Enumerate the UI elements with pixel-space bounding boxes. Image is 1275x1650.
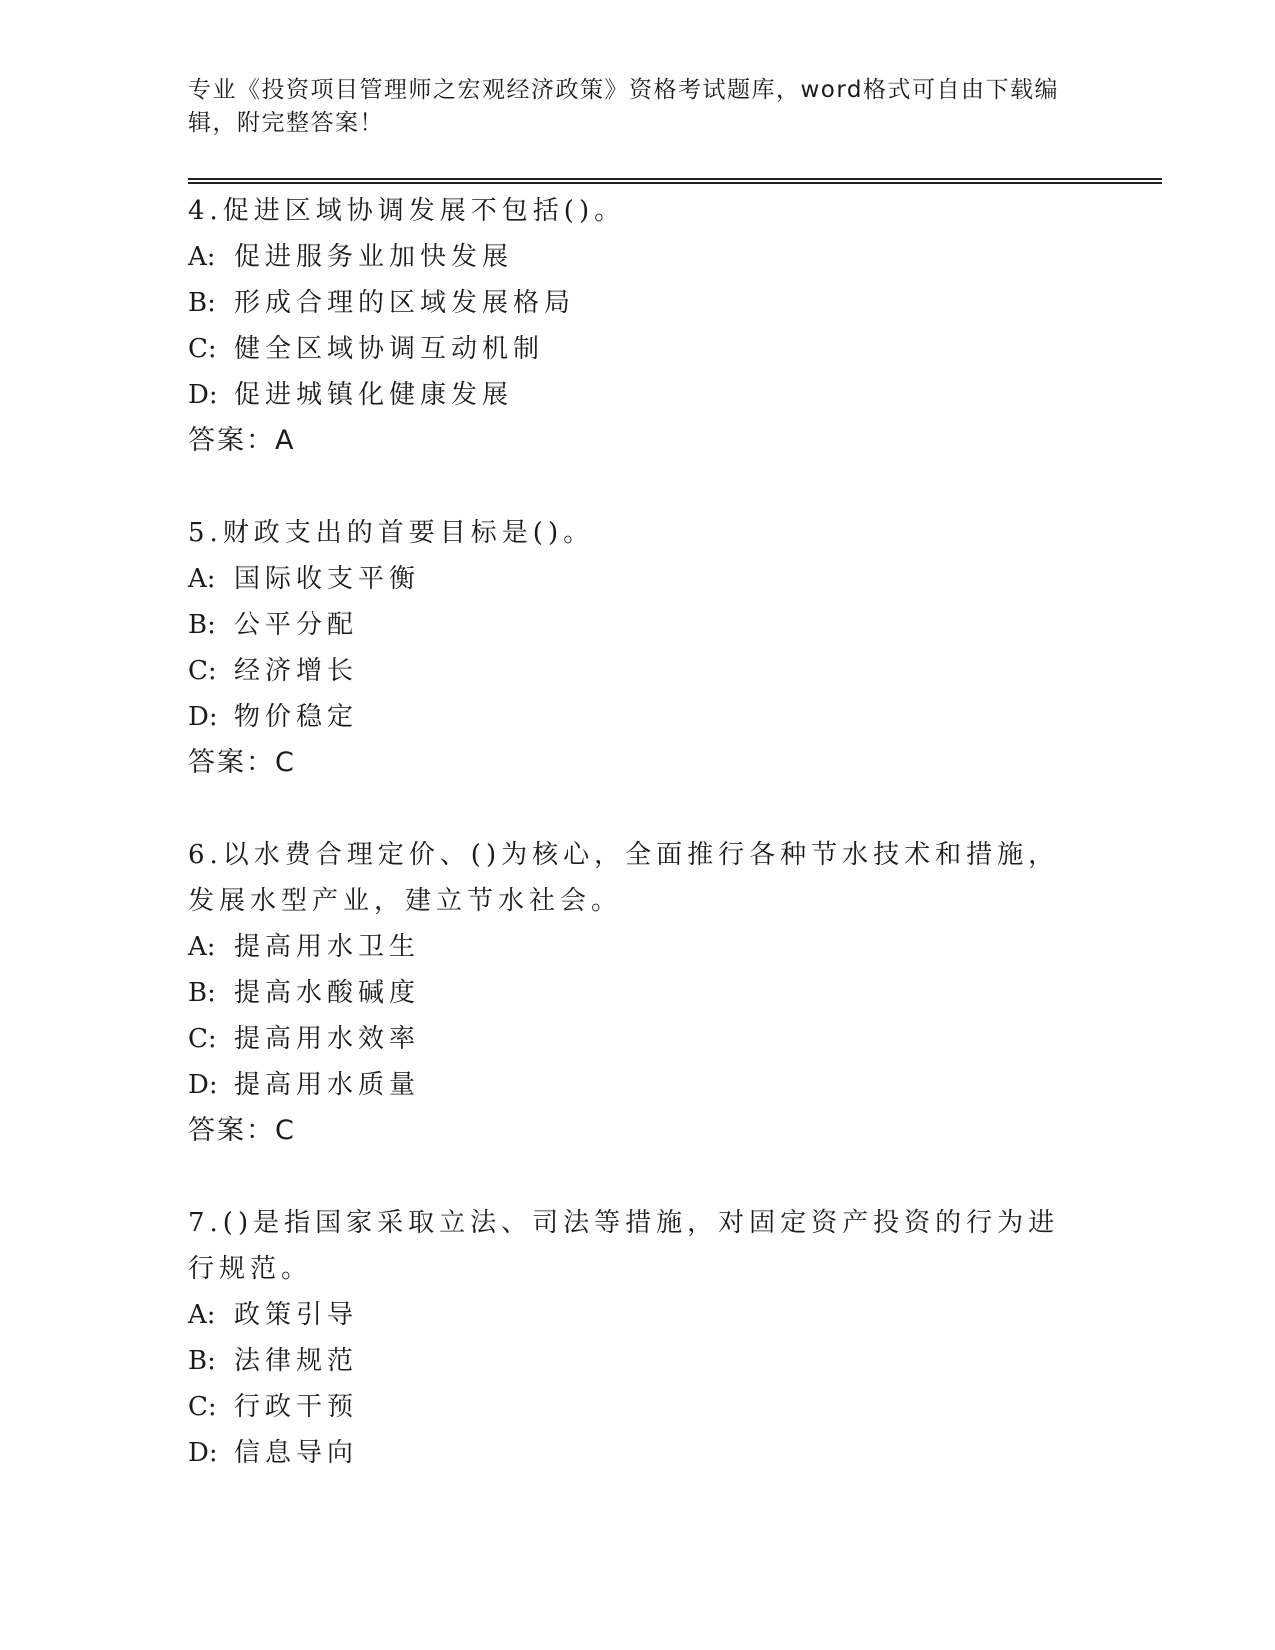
option-text: 经济增长 — [234, 656, 359, 686]
option-text: 提高水酸碱度 — [234, 978, 421, 1008]
question-stem: 5.财政支出的首要目标是()。 — [188, 518, 595, 548]
option-c — [188, 1384, 1068, 1430]
option-letter: B: — [188, 978, 216, 1008]
option-text: 提高用水效率 — [234, 1024, 421, 1054]
option-text: 政策引导 — [234, 1300, 359, 1330]
option-c — [188, 1016, 1068, 1062]
option-d — [188, 694, 1068, 740]
question-list — [188, 188, 1068, 1522]
option-text: 提高用水卫生 — [234, 932, 421, 962]
option-text: 健全区域协调互动机制 — [234, 334, 545, 364]
option-text: 提高用水质量 — [234, 1070, 421, 1100]
option-letter: D: — [188, 702, 218, 732]
question-stem: 4.促进区域协调发展不包括()。 — [188, 196, 626, 226]
option-text: 信息导向 — [234, 1438, 359, 1468]
option-letter: A: — [188, 564, 216, 594]
option-text: 促进城镇化健康发展 — [234, 380, 514, 410]
option-b — [188, 602, 1068, 648]
option-a — [188, 1292, 1068, 1338]
option-letter: C: — [188, 1392, 217, 1422]
option-d — [188, 372, 1068, 418]
answer-line: 答案：C — [188, 747, 296, 778]
option-b — [188, 1338, 1068, 1384]
question-7 — [188, 1200, 1068, 1476]
question-6 — [188, 832, 1068, 1154]
option-letter: D: — [188, 380, 218, 410]
header-divider — [188, 178, 1162, 184]
option-text: 国际收支平衡 — [234, 564, 421, 594]
option-letter: A: — [188, 932, 216, 962]
option-letter: C: — [188, 656, 217, 686]
option-text: 促进服务业加快发展 — [234, 242, 514, 272]
question-stem: 6.以水费合理定价、()为核心，全面推行各种节水技术和措施，发展水型产业，建立节水社会。 — [188, 840, 1060, 916]
question-5 — [188, 510, 1068, 786]
option-text: 物价稳定 — [234, 702, 359, 732]
document-header: 专业《投资项目管理师之宏观经济政策》资格考试题库，word格式可自由下载编辑，附完整答案！ — [188, 77, 1060, 136]
option-letter: D: — [188, 1070, 218, 1100]
option-letter: D: — [188, 1438, 218, 1468]
option-letter: C: — [188, 334, 217, 364]
option-letter: B: — [188, 1346, 216, 1376]
option-c — [188, 648, 1068, 694]
option-a — [188, 924, 1068, 970]
option-text: 公平分配 — [234, 610, 359, 640]
option-text: 形成合理的区域发展格局 — [234, 288, 576, 318]
option-text: 法律规范 — [234, 1346, 359, 1376]
option-letter: C: — [188, 1024, 217, 1054]
option-d — [188, 1062, 1068, 1108]
option-text: 行政干预 — [234, 1392, 359, 1422]
option-letter: A: — [188, 242, 216, 272]
option-a — [188, 556, 1068, 602]
answer-line: 答案：C — [188, 1115, 296, 1146]
option-letter: A: — [188, 1300, 216, 1330]
option-letter: B: — [188, 610, 216, 640]
option-d — [188, 1430, 1068, 1476]
option-letter: B: — [188, 288, 216, 318]
answer-line: 答案：A — [188, 425, 296, 456]
option-b — [188, 280, 1068, 326]
option-b — [188, 970, 1068, 1016]
question-4 — [188, 188, 1068, 464]
option-a — [188, 234, 1068, 280]
question-stem: 7.()是指国家采取立法、司法等措施，对固定资产投资的行为进行规范。 — [188, 1208, 1060, 1284]
option-c — [188, 326, 1068, 372]
